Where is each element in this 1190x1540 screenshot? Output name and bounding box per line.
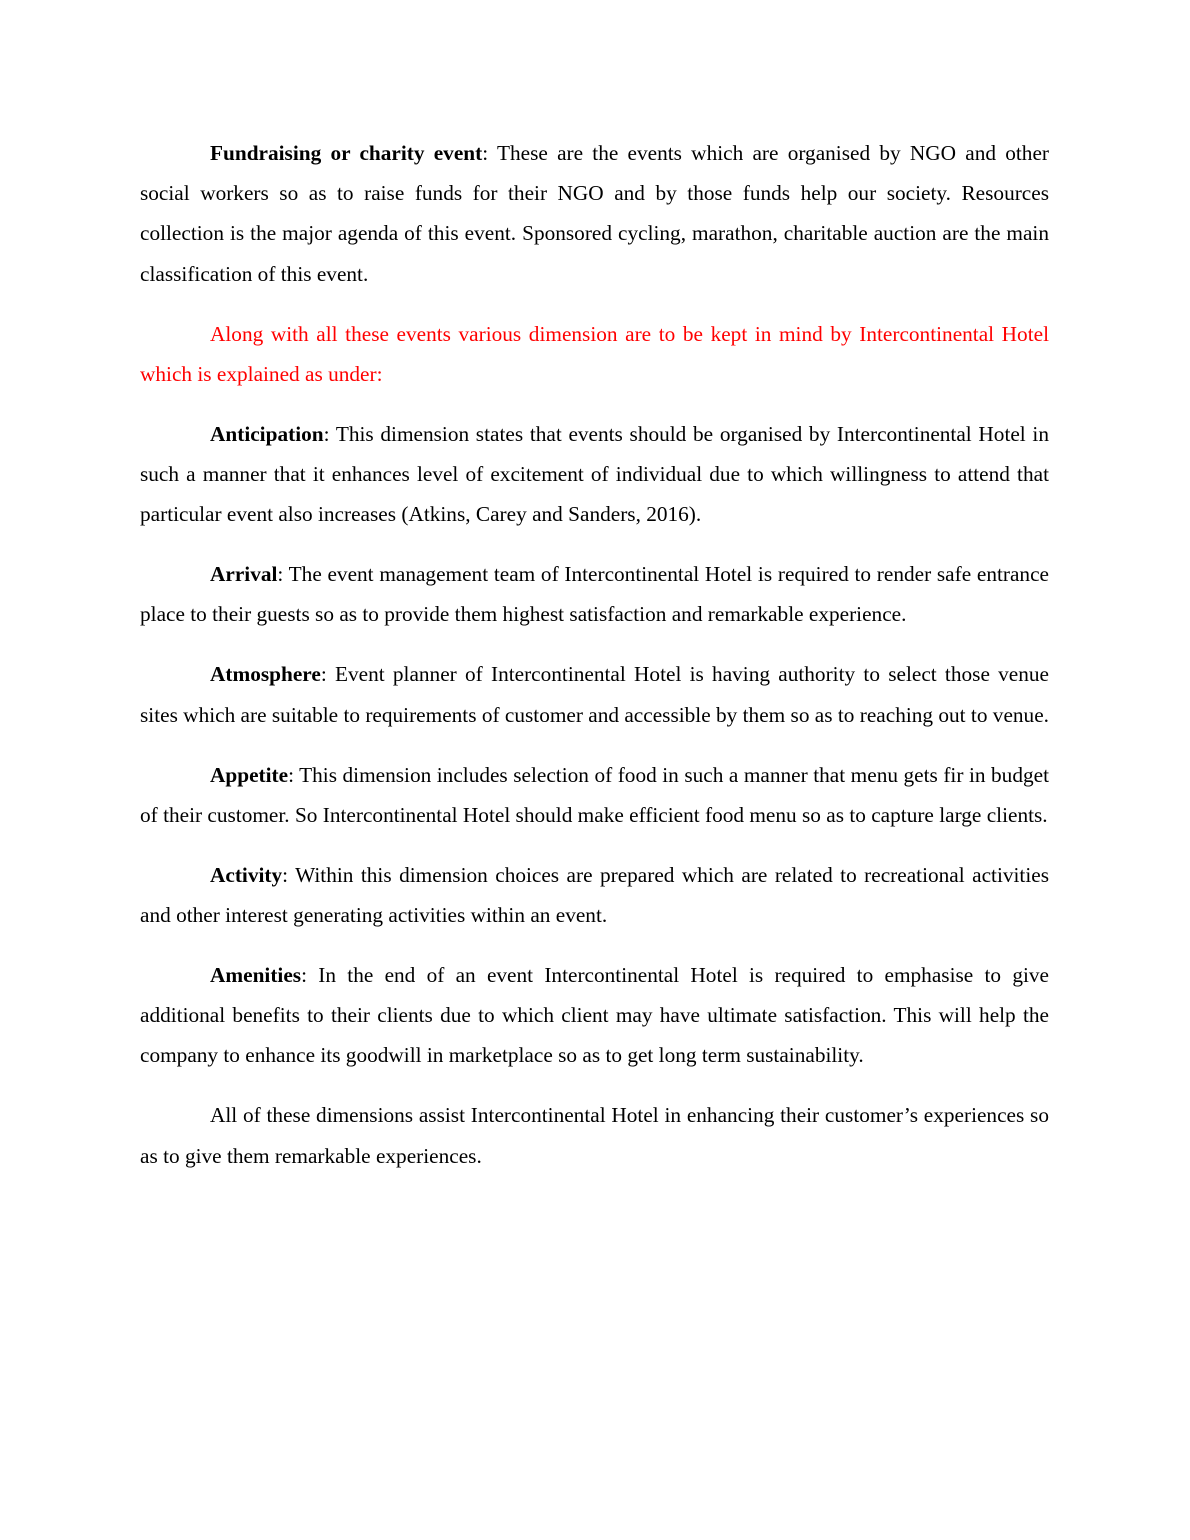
text-anticipation: : This dimension states that events should be organised by Intercontinental Hotel in such a manner that it enhances level of excitement of individual due to which willingness to attend that particular event also increases (Atkins, Carey and Sanders, 2016). [140, 421, 1049, 527]
text-amenities: : In the end of an event Intercontinental Hotel is required to emphasise to give additional benefits to their clients due to which client may have ultimate satisfaction. This will help the company to enhance its goodwill in marketplace so as to get long term sustainability. [140, 963, 1049, 1068]
document-page [140, 133, 1049, 1196]
paragraph-intro [140, 314, 1049, 394]
text-conclusion: All of these dimensions assist Intercontinental Hotel in enhancing their customer’s experiences so as to give them remarkable experiences. [140, 1103, 1049, 1168]
paragraph-atmosphere [140, 654, 1049, 734]
paragraph-conclusion [140, 1095, 1049, 1175]
term-fundraising: Fundraising or charity event [210, 141, 483, 165]
term-arrival: Arrival [210, 562, 278, 587]
text-appetite: : This dimension includes selection of food in such a manner that menu gets fir in budget of their customer. So Intercontinental Hotel should make efficient food menu so as to capture large clients. [140, 762, 1049, 827]
text-atmosphere: : Event planner of Intercontinental Hotel is having authority to select those venue sites which are suitable to requirements of customer and accessible by them so as to reaching out to venue. [140, 662, 1049, 727]
text-arrival: : The event management team of Intercontinental Hotel is required to render safe entrance place to their guests so as to provide them highest satisfaction and remarkable experience. [140, 562, 1049, 627]
text-intro: Along with all these events various dimension are to be kept in mind by Intercontinental Hotel which is explained as under: [140, 321, 1049, 386]
text-fundraising: : These are the events which are organised by NGO and other social workers so as to raise funds for their NGO and by those funds help our society. Resources collection is the major agenda of this event. Sponsored cycling, marathon, charitable auction are the main classification of this event. [140, 141, 1049, 286]
paragraph-arrival [140, 554, 1049, 634]
term-appetite: Appetite [210, 762, 289, 787]
text-activity: : Within this dimension choices are prepared which are related to recreational activities and other interest generating activities within an event. [140, 862, 1049, 928]
paragraph-appetite [140, 755, 1049, 835]
paragraph-fundraising [140, 133, 1049, 294]
term-amenities: Amenities [210, 963, 302, 988]
paragraph-activity [140, 855, 1049, 935]
term-atmosphere: Atmosphere [210, 662, 321, 687]
term-activity: Activity [210, 862, 283, 887]
term-anticipation: Anticipation [210, 421, 324, 446]
paragraph-amenities [140, 955, 1049, 1076]
paragraph-anticipation [140, 414, 1049, 535]
